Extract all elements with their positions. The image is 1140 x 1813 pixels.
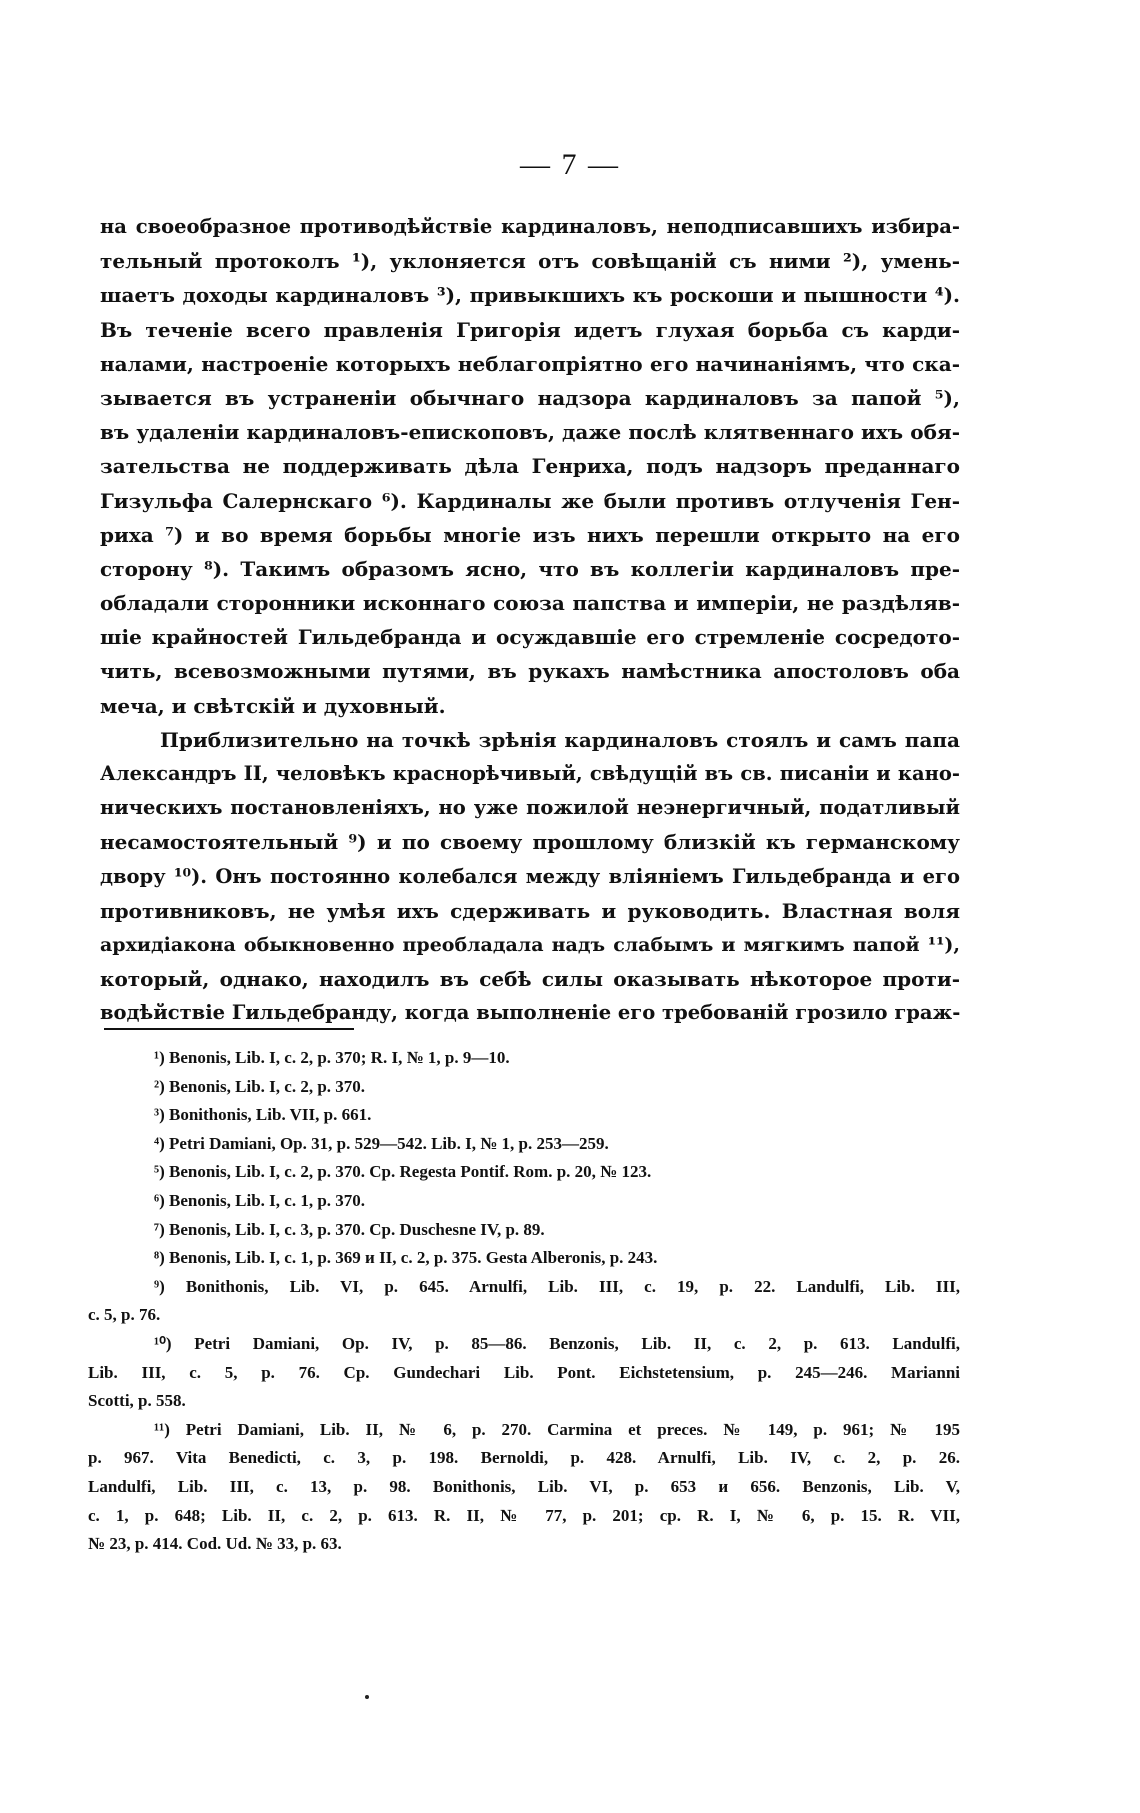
text-line: шаетъ доходы кардиналовъ ³), привыкшихъ къ роскоши и пышности ⁴). [100,283,960,308]
text-line: двору ¹⁰). Онъ постоянно колебался между вліяніемъ Гильдебранда и его [100,864,960,888]
text-line: чить, всевозможными путями, въ рукахъ намѣстника апостоловъ оба [100,659,960,684]
text-line: Въ теченіе всего правленія Григорія идетъ глухая борьба съ карди- [100,317,960,342]
footnote-line: ¹) Benonis, Lib. I, c. 2, p. 370; R. I, № 1, p. 9—10. [154,1048,510,1067]
text-line: меча, и свѣтскій и духовный. [100,693,446,718]
text-line: архидіакона обыкновенно преобладала надъ слабымъ и мягкимъ папой ¹¹), [100,933,960,956]
footnote-line: c. 1, p. 648; Lib. II, c. 2, p. 613. R. II, № 77, p. 201; cp. R. I, № 6, p. 15. R. VII, [88,1505,960,1525]
text-line: въ удаленіи кардиналовъ-епископовъ, даже послѣ клятвеннаго ихъ обя- [100,420,960,445]
text-line: водѣйствіе Гильдебранду, когда выполненіе его требованій грозило граж- [100,1001,961,1025]
ink-speck [365,1695,369,1699]
footnote-line: Lib. III, c. 5, p. 76. Cp. Gundechari Lib. Pont. Eichstetensium, p. 245—246. Marianni [88,1362,960,1382]
footnote-line: ⁵) Benonis, Lib. I, c. 2, p. 370. Cp. Regesta Pontif. Rom. p. 20, № 123. [154,1162,652,1182]
text-line: зывается въ устраненіи обычнаго надзора кардиналовъ за папой ⁵), [100,385,960,410]
footnote-line: ¹⁰) Petri Damiani, Op. IV, p. 85—86. Benzonis, Lib. II, c. 2, p. 613. Landulfi, [154,1333,960,1353]
text-line: Гизульфа Салернскаго ⁶). Кардиналы же были противъ отлученія Ген- [100,488,960,513]
text-line: на своеобразное противодѣйствіе кардиналовъ, неподписавшихъ избира- [100,215,960,238]
text-line: ническихъ постановленіяхъ, но уже пожилой неэнергичный, податливый [100,796,960,820]
footnote-line: Landulfi, Lib. III, c. 13, p. 98. Bonithonis, Lib. VI, p. 653 и 656. Benzonis, Lib. V, [88,1476,960,1496]
footnote-line: ²) Benonis, Lib. I, c. 2, p. 370. [154,1076,366,1096]
main-text [100,210,960,1031]
text-line: риха ⁷) и во время борьбы многіе изъ нихъ перешли открыто на его [100,522,960,547]
page-number: — 7 — [520,148,620,181]
footnote-line: c. 5, p. 76. [88,1305,161,1325]
text-line: Александръ II, человѣкъ краснорѣчивый, свѣдущій въ св. писаніи и кано- [100,762,960,785]
footnote-line: ⁹) Bonithonis, Lib. VI, p. 645. Arnulfi, Lib. III, c. 19, p. 22. Landulfi, Lib. III, [154,1276,960,1296]
text-line: обладали сторонники исконнаго союза папства и имперіи, не раздѣляв- [100,591,960,616]
text-line: зательства не поддерживать дѣла Генриха, подъ надзоръ преданнаго [100,454,960,479]
footnote-line: ⁷) Benonis, Lib. I, c. 3, p. 370. Cp. Duschesne IV, p. 89. [154,1219,545,1239]
footnote-line: Scotti, p. 558. [88,1391,186,1411]
footnote-line: № 23, p. 414. Cod. Ud. № 33, p. 63. [88,1534,342,1554]
text-line: противниковъ, не умѣя ихъ сдерживать и руководить. Властная воля [100,898,960,923]
text-line: который, однако, находилъ въ себѣ силы оказывать нѣкоторое проти- [100,967,960,992]
text-line: налами, настроеніе которыхъ неблагопріятно его начинаніямъ, что ска- [100,351,960,376]
footnote-line: ¹¹) Petri Damiani, Lib. II, № 6, p. 270. Carmina et preces. № 149, p. 961; № 195 [154,1419,960,1439]
footnote-divider [104,1028,354,1030]
footnote-line: ⁸) Benonis, Lib. I, c. 1, p. 369 и II, c. 2, p. 375. Gesta Alberonis, p. 243. [154,1248,658,1268]
footnote-line: ⁶) Benonis, Lib. I, c. 1, p. 370. [154,1190,366,1210]
footnotes [88,1044,960,1559]
footnote-line: ³) Bonithonis, Lib. VII, p. 661. [154,1105,372,1125]
footnote-line: ⁴) Petri Damiani, Op. 31, p. 529—542. Lib. I, № 1, p. 253—259. [154,1133,609,1153]
text-line: сторону ⁸). Такимъ образомъ ясно, что въ коллегіи кардиналовъ пре- [100,556,960,581]
text-line: шіе крайностей Гильдебранда и осуждавшіе его стремленіе сосредото- [100,625,960,650]
text-line: Приблизительно на точкѣ зрѣнія кардиналовъ стоялъ и самъ папа [160,727,960,752]
text-line: несамостоятельный ⁹) и по своему прошлому близкій къ германскому [100,830,960,855]
footnote-line: p. 967. Vita Benedicti, c. 3, p. 198. Bernoldi, p. 428. Arnulfi, Lib. IV, c. 2, p. 26. [88,1448,960,1468]
text-line: тельный протоколъ ¹), уклоняется отъ совѣщаній съ ними ²), умень- [100,249,960,274]
